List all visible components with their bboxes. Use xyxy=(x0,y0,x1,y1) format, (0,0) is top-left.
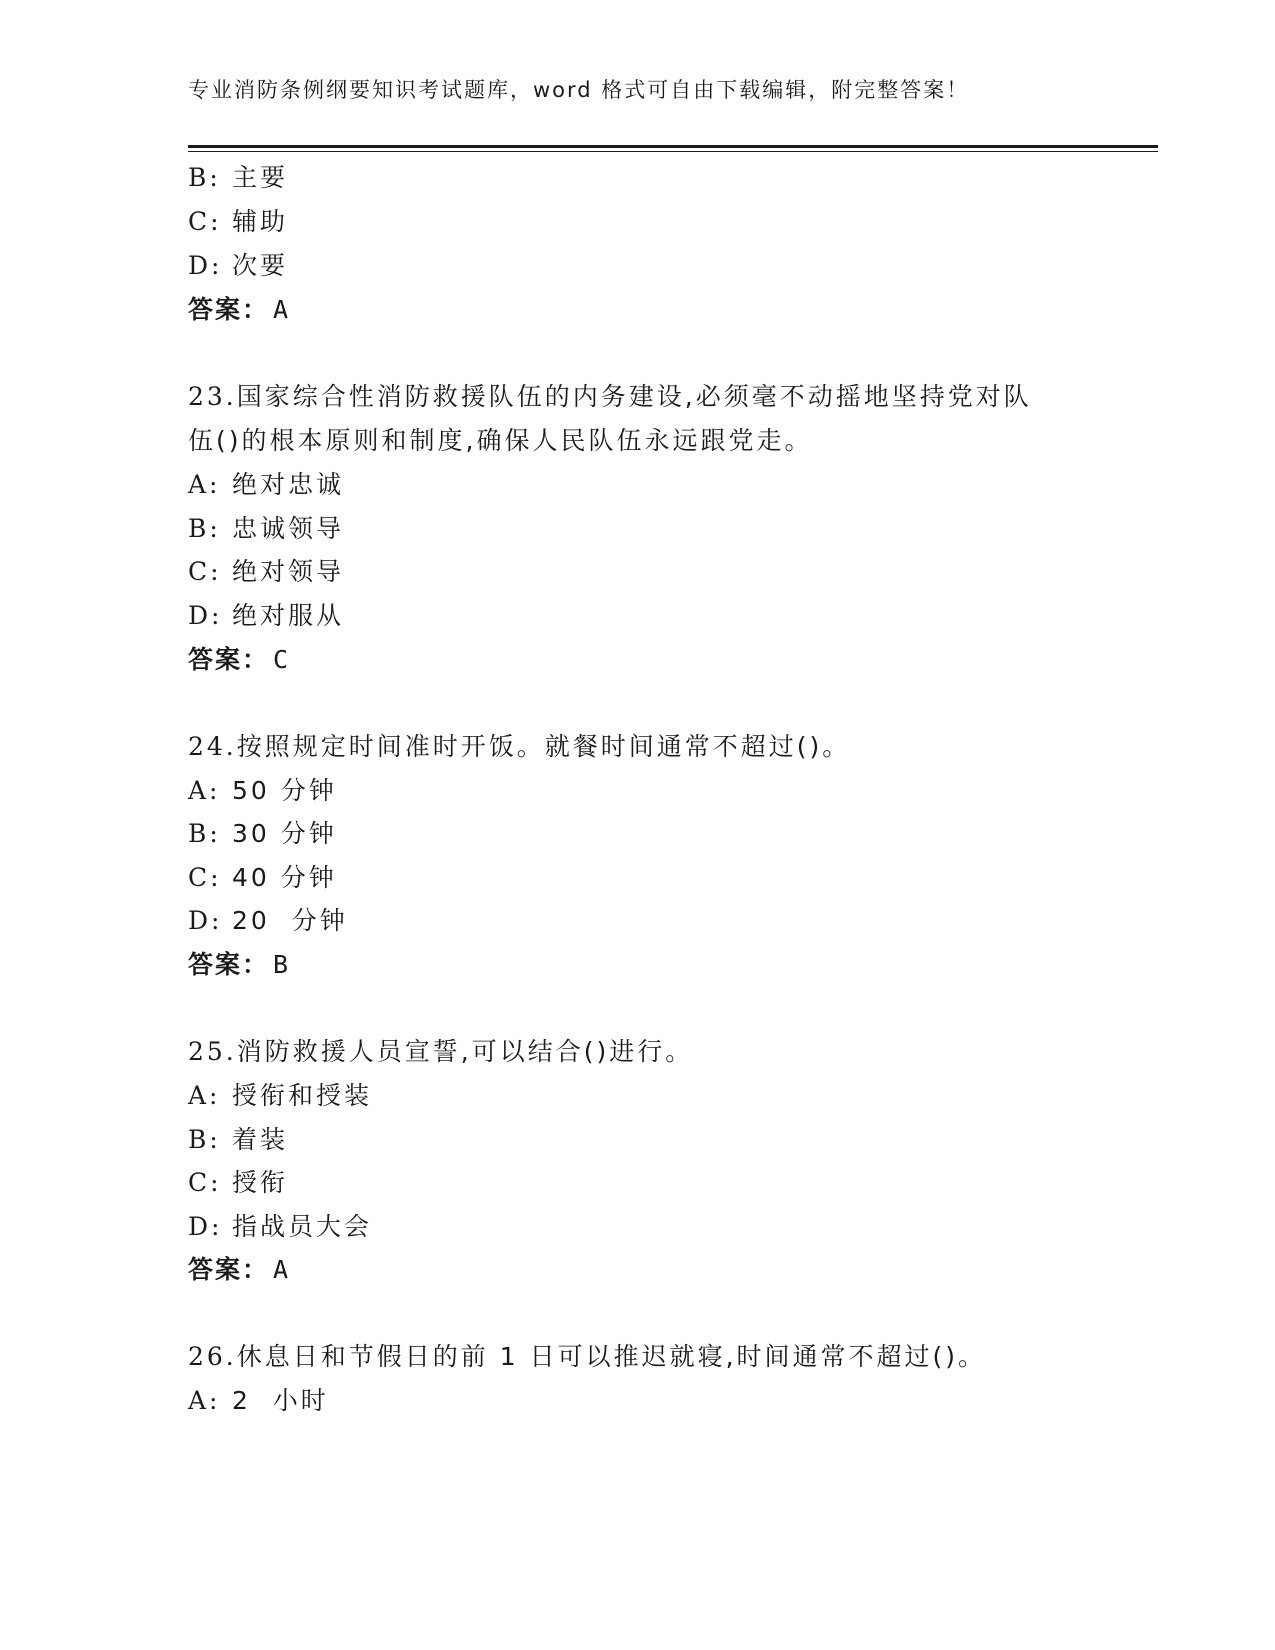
option-letter: D: xyxy=(188,906,223,935)
option-text: 忠诚领导 xyxy=(232,514,345,543)
option-text: 40 分钟 xyxy=(232,863,337,892)
option-a xyxy=(188,776,337,806)
option-c xyxy=(188,1168,288,1198)
option-letter: A: xyxy=(188,776,221,805)
option-c xyxy=(188,863,337,893)
option-letter: B: xyxy=(188,1125,221,1154)
option-text: 绝对领导 xyxy=(232,557,345,586)
answer-value: A xyxy=(273,1255,291,1284)
answer-label: 答案： xyxy=(188,1255,270,1284)
question-number: 25. xyxy=(188,1037,237,1066)
question-24-stem xyxy=(188,732,850,762)
option-d xyxy=(188,601,344,631)
question-number: 26. xyxy=(188,1342,237,1371)
option-c xyxy=(188,207,288,237)
option-d xyxy=(188,251,288,281)
option-text: 授衔和授装 xyxy=(232,1081,373,1110)
question-23-stem-cont xyxy=(188,426,812,456)
header-rule-thin xyxy=(188,151,1158,152)
answer-line xyxy=(188,1255,290,1285)
option-text: 绝对忠诚 xyxy=(232,470,345,499)
option-letter: B: xyxy=(188,819,221,848)
option-letter: A: xyxy=(188,470,221,499)
option-b xyxy=(188,819,337,849)
answer-label: 答案： xyxy=(188,950,270,979)
option-text: 绝对服从 xyxy=(232,601,345,630)
question-26-stem xyxy=(188,1342,986,1372)
option-letter: B: xyxy=(188,163,221,192)
option-text: 主要 xyxy=(232,163,289,192)
option-letter: C: xyxy=(188,557,222,586)
option-text: 次要 xyxy=(232,251,289,280)
option-text: 50 分钟 xyxy=(232,776,337,805)
question-text-cont: 伍()的根本原则和制度,确保人民队伍永远跟党走。 xyxy=(188,426,813,455)
question-25-stem xyxy=(188,1037,693,1067)
answer-line xyxy=(188,295,290,325)
option-a xyxy=(188,1081,372,1111)
option-letter: D: xyxy=(188,601,223,630)
option-text: 着装 xyxy=(232,1125,289,1154)
question-text: 国家综合性消防救援队伍的内务建设,必须毫不动摇地坚持党对队 xyxy=(236,382,1032,411)
question-text: 休息日和节假日的前 1 日可以推迟就寝,时间通常不超过()。 xyxy=(236,1342,987,1371)
option-letter: A: xyxy=(188,1386,221,1415)
answer-label: 答案： xyxy=(188,645,270,674)
question-text: 消防救援人员宣誓,可以结合()进行。 xyxy=(236,1037,694,1066)
question-23-stem xyxy=(188,382,1032,412)
option-c xyxy=(188,557,344,587)
option-d xyxy=(188,1212,372,1242)
answer-line xyxy=(188,950,290,980)
option-d xyxy=(188,906,348,936)
option-letter: D: xyxy=(188,1212,223,1241)
option-text: 2 小时 xyxy=(232,1386,329,1415)
answer-label: 答案： xyxy=(188,295,270,324)
header-rule-thick xyxy=(188,145,1158,148)
option-text: 20 分钟 xyxy=(232,906,348,935)
option-letter: B: xyxy=(188,514,221,543)
option-letter: A: xyxy=(188,1081,221,1110)
option-b xyxy=(188,1125,288,1155)
answer-value: B xyxy=(273,950,291,979)
option-text: 指战员大会 xyxy=(232,1212,373,1241)
option-b xyxy=(188,514,344,544)
option-letter: C: xyxy=(188,863,222,892)
answer-value: A xyxy=(273,295,291,324)
page-header: 专业消防条例纲要知识考试题库，word 格式可自由下载编辑，附完整答案！ xyxy=(188,78,970,102)
option-b xyxy=(188,163,288,193)
answer-line xyxy=(188,645,290,675)
question-number: 23. xyxy=(188,382,237,411)
question-number: 24. xyxy=(188,732,237,761)
answer-value: C xyxy=(273,645,291,674)
option-letter: C: xyxy=(188,1168,222,1197)
option-a xyxy=(188,470,344,500)
option-letter: C: xyxy=(188,207,222,236)
question-text: 按照规定时间准时开饭。就餐时间通常不超过()。 xyxy=(236,732,851,761)
option-letter: D: xyxy=(188,251,223,280)
option-text: 30 分钟 xyxy=(232,819,337,848)
option-a xyxy=(188,1386,329,1416)
option-text: 辅助 xyxy=(232,207,289,236)
option-text: 授衔 xyxy=(232,1168,289,1197)
